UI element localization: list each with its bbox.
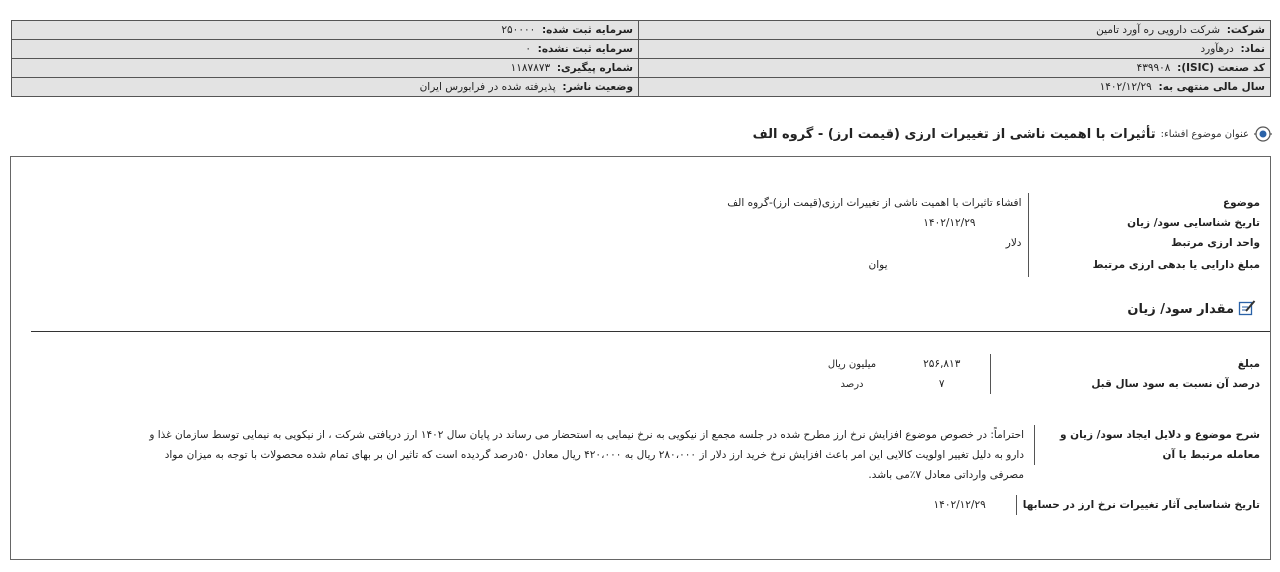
asset-amount-value: یوان (868, 259, 888, 271)
isic-cell (639, 59, 1271, 78)
symbol-cell (639, 40, 1271, 59)
details-table (727, 193, 1260, 277)
amount-label: مبلغ (990, 354, 1260, 374)
percent-row (810, 374, 1260, 394)
edit-note-icon (1238, 299, 1256, 320)
explanation-text (14, 425, 1024, 485)
subject-value: افشاء تاثیرات با اهمیت ناشی از تغییرات ارزی(قیمت ارز)-گروه الف (727, 197, 1022, 209)
registered-capital-value: ۲۵۰۰۰۰ (501, 24, 536, 36)
disclosure-content-box (10, 156, 1271, 560)
effects-date-label: تاریخ شناسایی آثار تغییرات نرخ ارز در حسابها (1016, 495, 1260, 515)
effects-date-value: ۱۴۰۲/۱۲/۲۹ (933, 499, 986, 511)
detail-row (727, 233, 1260, 253)
publisher-status-cell (12, 78, 639, 97)
explanation-line: دارو به دلیل تغییر اولویت کالایی این امر باعث افزایش نرخ خرید ارز دلار از ۲۸۰،۰۰۰ ریال به ۴۲۰،۰۰۰ ریال معادل ۵۰درصد گردیده است که تاثیر ان بر بهای تمام شده محصولات با توجه به میزان مواد (164, 449, 1024, 461)
symbol-value: درهآورد (1200, 43, 1234, 55)
info-row (12, 21, 1271, 40)
subject-label: موضوع (1028, 193, 1260, 213)
profit-amount-table (810, 354, 1261, 394)
publisher-status-value: پذیرفته شده در فرابورس ایران (419, 81, 556, 93)
explanation-label: شرح موضوع و دلایل ایجاد سود/ زیان و معامله مرتبط با آن (1034, 425, 1260, 465)
detail-row (727, 213, 1260, 233)
info-row (12, 78, 1271, 97)
isic-value: ۴۳۹۹۰۸ (1136, 62, 1171, 74)
amount-unit: میلیون ریال (827, 358, 877, 370)
publisher-status-label: وضعیت ناشر: (562, 81, 633, 93)
registered-capital-cell (12, 21, 639, 40)
registered-capital-label: سرمایه ثبت شده: (541, 24, 633, 36)
info-row (12, 59, 1271, 78)
recognition-date-label: تاریخ شناسایی سود/ زیان (1028, 213, 1260, 233)
unregistered-capital-label: سرمایه ثبت نشده: (537, 43, 633, 55)
profit-section-title: مقدار سود/ زیان (1127, 302, 1234, 317)
fiscal-year-value: ۱۴۰۲/۱۲/۲۹ (1099, 81, 1152, 93)
tracking-cell (12, 59, 639, 78)
effects-date-table (934, 495, 1260, 515)
company-label: شرکت: (1226, 24, 1265, 36)
currency-unit-label: واحد ارزی مرتبط (1028, 233, 1260, 253)
fiscal-year-label: سال مالی منتهی به: (1158, 81, 1265, 93)
disclosure-title-prefix: عنوان موضوع افشاء: (1160, 128, 1249, 140)
explanation-line: احتراماً: در خصوص موضوع افزایش نرخ ارز مطرح شده در جلسه مجمع از نیکویی به نرخ نیمایی به استحضار می رساند در پایان سال ۱۴۰۲ ارز دریافتی شرکت ، از نیکویی به نیمایی توسط سازمان غذا و (149, 429, 1024, 441)
section-divider (31, 331, 1270, 332)
recognition-date-value: ۱۴۰۲/۱۲/۲۹ (923, 217, 976, 229)
percent-value: ۷ (938, 378, 945, 390)
detail-row (727, 253, 1260, 277)
percent-label: درصد آن نسبت به سود سال قبل (990, 374, 1260, 394)
company-cell (639, 21, 1271, 40)
tracking-label: شماره پیگیری: (556, 62, 633, 74)
percent-unit: درصد (840, 378, 864, 390)
tracking-value: ۱۱۸۷۸۷۳ (510, 62, 551, 74)
symbol-label: نماد: (1240, 43, 1265, 55)
amount-row (810, 354, 1260, 374)
unregistered-capital-cell (12, 40, 639, 59)
explanation-line: مصرفی وارداتی معادل ۷٪می باشد. (868, 469, 1024, 481)
detail-row (727, 193, 1260, 213)
company-info-table (11, 20, 1271, 97)
amount-value: ۲۵۶,۸۱۳ (923, 358, 961, 370)
radio-target-icon (1254, 125, 1272, 143)
unregistered-capital-value: ۰ (525, 43, 531, 55)
asset-amount-label: مبلغ دارایی یا بدهی ارزی مرتبط (1028, 253, 1260, 277)
isic-label: کد صنعت (ISIC): (1177, 62, 1265, 74)
disclosure-title-row (753, 124, 1272, 144)
company-value: شرکت دارویی ره آورد تامین (1096, 24, 1221, 36)
disclosure-title: تأثیرات با اهمیت ناشی از تغییرات ارزی (قیمت ارز) - گروه الف (752, 126, 1156, 142)
fiscal-year-cell (639, 78, 1271, 97)
currency-unit-value: دلار (1005, 237, 1022, 249)
info-row (12, 40, 1271, 59)
effects-date-row (934, 495, 1260, 515)
profit-section-heading (1127, 299, 1256, 320)
